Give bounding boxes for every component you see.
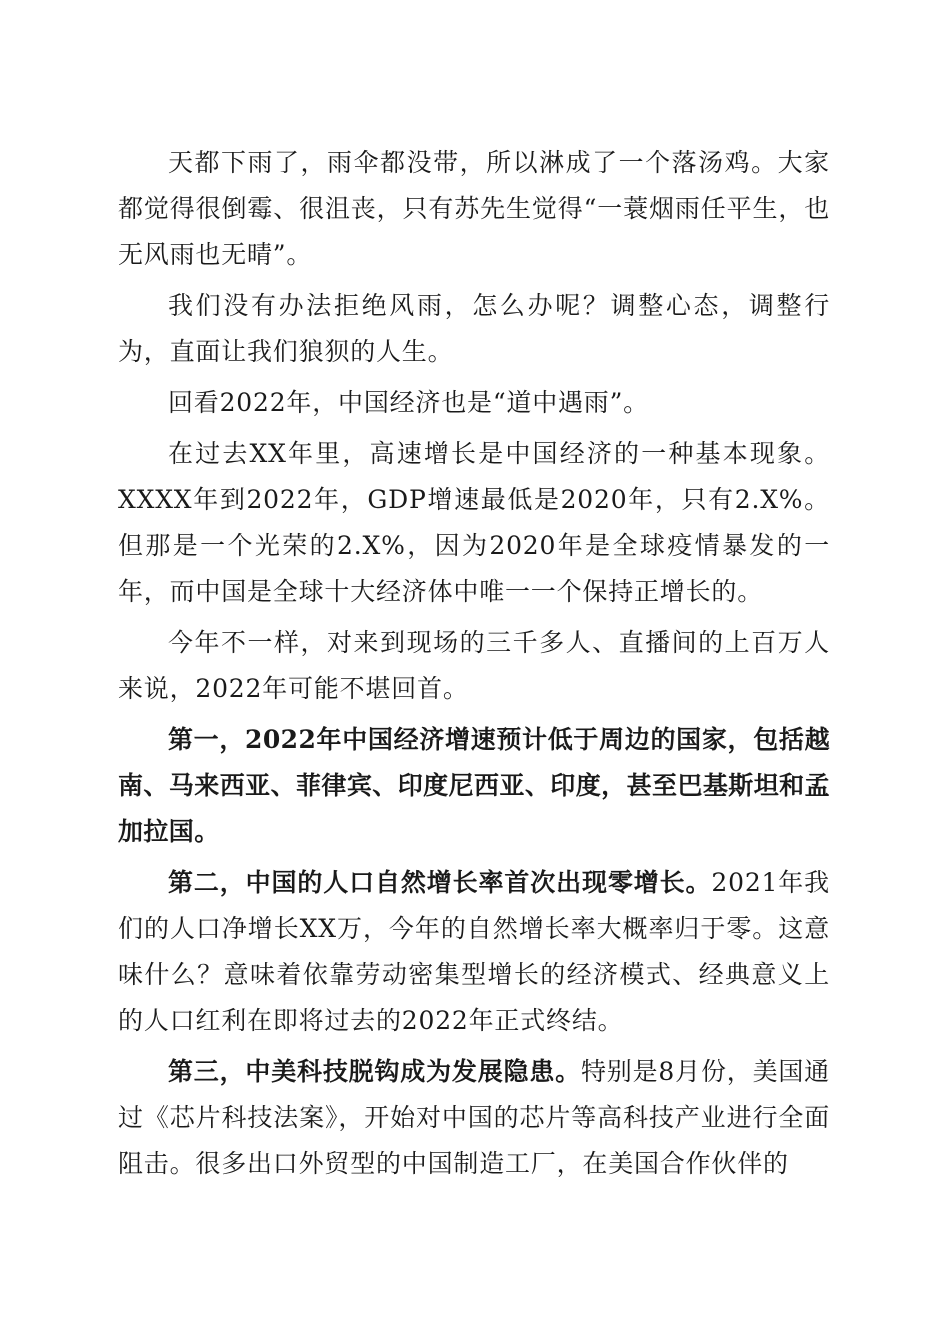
paragraph-7-second-point [118, 860, 830, 1044]
paragraph-5: 今年不一样，对来到现场的三千多人、直播间的上百万人来说，2022年可能不堪回首。 [118, 628, 830, 703]
paragraph-6-first-point: 第一，2022年中国经济增速预计低于周边的国家，包括越南、马来西亚、菲律宾、印度尼西亚、印度，甚至巴基斯坦和孟加拉国。 [118, 725, 830, 846]
paragraph-4: 在过去XX年里，高速增长是中国经济的一种基本现象。XXXX年到2022年，GDP增速最低是2020年，只有2.X%。但那是一个光荣的2.X%，因为2020年是全球疫情暴发的一年，而中国是全球十大经济体中唯一一个保持正增长的。 [118, 439, 830, 606]
paragraph-8-third-point [118, 1049, 830, 1187]
second-point-body: 2021年我们的人口净增长XX万，今年的自然增长率大概率归于零。这意味什么？意味着依靠劳动密集型增长的经济模式、经典意义上的人口红利在即将过去的2022年正式终结。 [118, 868, 830, 1035]
paragraph-3: 回看2022年，中国经济也是“道中遇雨”。 [168, 388, 649, 417]
second-point-lead: 第二，中国的人口自然增长率首次出现零增长。 [168, 868, 712, 897]
paragraph-2: 我们没有办法拒绝风雨，怎么办呢？调整心态，调整行为，直面让我们狼狈的人生。 [118, 291, 830, 366]
third-point-body: 特别是8月份，美国通过《芯片科技法案》，开始对中国的芯片等高科技产业进行全面阻击。很多出口外贸型的中国制造工厂，在美国合作伙伴的 [118, 1057, 830, 1178]
paragraph-1: 天都下雨了，雨伞都没带，所以淋成了一个落汤鸡。大家都觉得很倒霉、很沮丧，只有苏先生觉得“一蓑烟雨任平生，也无风雨也无晴”。 [118, 148, 830, 269]
document-body [118, 140, 830, 1192]
third-point-lead: 第三，中美科技脱钩成为发展隐患。 [168, 1057, 581, 1086]
